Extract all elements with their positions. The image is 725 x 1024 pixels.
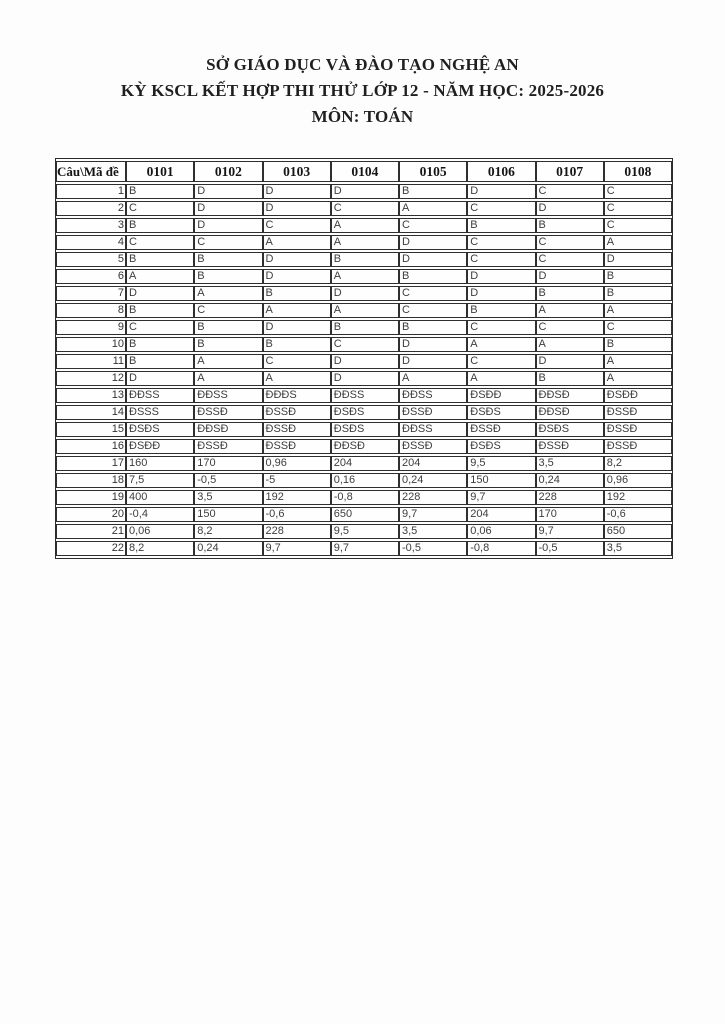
answer-cell: -0,8 (331, 490, 399, 505)
answer-cell: 150 (194, 507, 262, 522)
table-row (56, 456, 672, 471)
answer-cell: ĐĐSS (399, 422, 467, 437)
answer-cell: ĐSSĐ (536, 439, 604, 454)
answer-cell: 650 (331, 507, 399, 522)
question-number-cell: 10 (56, 337, 126, 352)
answer-cell: B (536, 286, 604, 301)
answer-cell: ĐSSĐ (399, 405, 467, 420)
answer-cell: D (331, 184, 399, 199)
answer-cell: ĐSĐS (331, 422, 399, 437)
answer-cell: D (467, 184, 535, 199)
answer-cell: D (126, 371, 194, 386)
question-number-cell: 6 (56, 269, 126, 284)
answer-cell: 228 (263, 524, 331, 539)
answer-cell: 204 (399, 456, 467, 471)
code-header-cell: 0106 (467, 161, 535, 182)
answer-cell: A (194, 286, 262, 301)
answer-cell: 0,96 (604, 473, 672, 488)
answer-cell: ĐSSĐ (194, 439, 262, 454)
answer-cell: ĐSĐĐ (467, 388, 535, 403)
answer-cell: 0,24 (399, 473, 467, 488)
answer-cell: -0,6 (604, 507, 672, 522)
answer-cell: A (331, 218, 399, 233)
table-row (56, 320, 672, 335)
header-row (56, 161, 672, 182)
table-row (56, 490, 672, 505)
table-row (56, 337, 672, 352)
answer-cell: 0,06 (467, 524, 535, 539)
answer-cell: ĐĐSS (399, 388, 467, 403)
answer-cell: D (263, 252, 331, 267)
question-number-cell: 1 (56, 184, 126, 199)
answer-cell: 9,7 (467, 490, 535, 505)
answer-cell: 160 (126, 456, 194, 471)
table-row (56, 303, 672, 318)
question-number-cell: 16 (56, 439, 126, 454)
department-title: SỞ GIÁO DỤC VÀ ĐÀO TẠO NGHỆ AN (206, 55, 519, 74)
answer-cell: B (331, 320, 399, 335)
question-number-cell: 7 (56, 286, 126, 301)
answer-cell: B (194, 320, 262, 335)
answer-cell: ĐĐSS (126, 388, 194, 403)
answer-cell: A (194, 371, 262, 386)
answer-cell: B (536, 371, 604, 386)
table-row (56, 252, 672, 267)
answer-cell: D (263, 320, 331, 335)
code-header-cell: 0108 (604, 161, 672, 182)
answer-cell: -0,5 (536, 541, 604, 556)
table-row (56, 507, 672, 522)
answer-cell: D (126, 286, 194, 301)
answer-cell: A (536, 303, 604, 318)
answer-cell: A (467, 371, 535, 386)
answer-cell: B (263, 286, 331, 301)
answer-cell: C (536, 235, 604, 250)
answer-cell: B (467, 218, 535, 233)
answer-cell: B (536, 218, 604, 233)
answer-cell: C (399, 303, 467, 318)
answer-cell: 192 (263, 490, 331, 505)
answer-cell: B (126, 354, 194, 369)
answer-cell: 9,5 (467, 456, 535, 471)
answer-cell: 150 (467, 473, 535, 488)
answer-cell: -0,5 (399, 541, 467, 556)
answer-cell: ĐSĐĐ (126, 439, 194, 454)
answer-cell: A (331, 235, 399, 250)
answer-cell: D (263, 201, 331, 216)
answer-cell: ĐĐĐS (263, 388, 331, 403)
question-number-cell: 4 (56, 235, 126, 250)
answer-cell: D (399, 235, 467, 250)
answer-cell: 400 (126, 490, 194, 505)
code-header-cell: 0101 (126, 161, 194, 182)
answer-cell: A (604, 354, 672, 369)
answer-cell: 0,06 (126, 524, 194, 539)
answer-cell: C (467, 201, 535, 216)
answer-cell: B (126, 218, 194, 233)
answer-cell: -0,5 (194, 473, 262, 488)
answer-cell: D (536, 354, 604, 369)
answer-cell: C (604, 320, 672, 335)
answer-cell: ĐSSĐ (399, 439, 467, 454)
answer-cell: C (604, 201, 672, 216)
answer-cell: ĐĐSĐ (536, 388, 604, 403)
subject-title: MÔN: TOÁN (311, 107, 414, 126)
answer-cell: 3,5 (536, 456, 604, 471)
answer-cell: D (263, 269, 331, 284)
code-header-cell: 0107 (536, 161, 604, 182)
answer-cell: B (126, 184, 194, 199)
table-row (56, 422, 672, 437)
question-number-cell: 11 (56, 354, 126, 369)
answer-cell: ĐSSĐ (467, 422, 535, 437)
code-header-cell: 0105 (399, 161, 467, 182)
answer-cell: B (604, 269, 672, 284)
answer-cell: A (604, 303, 672, 318)
answer-cell: -0,6 (263, 507, 331, 522)
answer-cell: A (263, 303, 331, 318)
answer-cell: C (331, 337, 399, 352)
answer-cell: 9,7 (263, 541, 331, 556)
answer-cell: 3,5 (604, 541, 672, 556)
code-header-cell: 0104 (331, 161, 399, 182)
answer-cell: B (126, 252, 194, 267)
answer-cell: C (467, 235, 535, 250)
answer-cell: B (194, 252, 262, 267)
table-row (56, 524, 672, 539)
answer-cell: 170 (536, 507, 604, 522)
answer-cell: ĐĐSS (331, 388, 399, 403)
answer-cell: B (604, 286, 672, 301)
answer-cell: C (467, 320, 535, 335)
answer-cell: D (263, 184, 331, 199)
answer-cell: D (467, 269, 535, 284)
answer-cell: C (536, 320, 604, 335)
answer-cell: A (331, 269, 399, 284)
table-row (56, 354, 672, 369)
answer-cell: 9,7 (536, 524, 604, 539)
answer-cell: D (399, 337, 467, 352)
question-number-cell: 19 (56, 490, 126, 505)
code-header-cell: 0103 (263, 161, 331, 182)
answer-cell: 0,24 (194, 541, 262, 556)
answer-cell: D (331, 371, 399, 386)
answer-cell: ĐSĐĐ (604, 388, 672, 403)
table-body (56, 184, 672, 556)
answer-cell: B (399, 320, 467, 335)
table-row (56, 473, 672, 488)
answer-cell: B (604, 337, 672, 352)
answer-cell: 9,7 (331, 541, 399, 556)
corner-header-cell: Câu\Mã đề (56, 161, 126, 182)
question-number-cell: 8 (56, 303, 126, 318)
document-header (0, 52, 725, 130)
answer-cell: A (604, 235, 672, 250)
answer-cell: ĐSĐS (536, 422, 604, 437)
answer-cell: A (604, 371, 672, 386)
table-row (56, 405, 672, 420)
answer-cell: 228 (536, 490, 604, 505)
answer-cell: 0,16 (331, 473, 399, 488)
answer-cell: B (399, 184, 467, 199)
answer-cell: D (194, 201, 262, 216)
answer-cell: ĐSSĐ (604, 405, 672, 420)
answer-cell: D (331, 354, 399, 369)
answer-cell: ĐSSĐ (263, 405, 331, 420)
question-number-cell: 2 (56, 201, 126, 216)
question-number-cell: 12 (56, 371, 126, 386)
answer-cell: ĐSSĐ (604, 422, 672, 437)
code-header-cell: 0102 (194, 161, 262, 182)
answer-cell: ĐSĐS (467, 439, 535, 454)
answer-cell: A (194, 354, 262, 369)
question-number-cell: 13 (56, 388, 126, 403)
exam-title: KỲ KSCL KẾT HỢP THI THỬ LỚP 12 - NĂM HỌC: 2025-2026 (120, 81, 605, 100)
question-number-cell: 14 (56, 405, 126, 420)
answer-cell: D (331, 286, 399, 301)
table-row (56, 286, 672, 301)
answer-cell: B (331, 252, 399, 267)
answer-cell: ĐĐSĐ (331, 439, 399, 454)
answer-cell: C (536, 184, 604, 199)
answer-cell: -0,8 (467, 541, 535, 556)
answer-cell: A (536, 337, 604, 352)
answer-cell: 204 (331, 456, 399, 471)
answer-cell: D (536, 269, 604, 284)
answer-cell: 650 (604, 524, 672, 539)
answer-cell: A (126, 269, 194, 284)
answer-cell: C (399, 286, 467, 301)
answer-cell: ĐSSĐ (263, 439, 331, 454)
answer-cell: D (194, 184, 262, 199)
table-row (56, 235, 672, 250)
table-row (56, 439, 672, 454)
answer-cell: 228 (399, 490, 467, 505)
answer-cell: 204 (467, 507, 535, 522)
answer-cell: 8,2 (126, 541, 194, 556)
question-number-cell: 15 (56, 422, 126, 437)
answer-cell: D (194, 218, 262, 233)
answer-cell: -5 (263, 473, 331, 488)
answer-cell: A (263, 235, 331, 250)
answer-cell: B (399, 269, 467, 284)
answer-cell: 9,7 (399, 507, 467, 522)
answer-cell: D (467, 286, 535, 301)
answer-cell: C (126, 320, 194, 335)
answer-cell: C (263, 218, 331, 233)
answer-cell: 0,24 (536, 473, 604, 488)
question-number-cell: 22 (56, 541, 126, 556)
answer-cell: C (604, 184, 672, 199)
table-row (56, 388, 672, 403)
answer-cell: A (331, 303, 399, 318)
question-number-cell: 3 (56, 218, 126, 233)
answer-cell: 3,5 (194, 490, 262, 505)
answer-cell: 8,2 (194, 524, 262, 539)
answer-cell: ĐĐSĐ (194, 422, 262, 437)
answer-cell: C (194, 235, 262, 250)
answer-cell: C (467, 252, 535, 267)
table-row (56, 371, 672, 386)
answer-cell: B (126, 303, 194, 318)
table-row (56, 541, 672, 556)
table-row (56, 269, 672, 284)
answer-cell: ĐSSĐ (263, 422, 331, 437)
answer-cell: C (604, 218, 672, 233)
answer-cell: A (399, 371, 467, 386)
answer-cell: C (126, 235, 194, 250)
answer-cell: C (194, 303, 262, 318)
answer-cell: ĐĐSĐ (536, 405, 604, 420)
answer-cell: ĐSĐS (331, 405, 399, 420)
answer-cell: C (126, 201, 194, 216)
answer-cell: C (467, 354, 535, 369)
answer-cell: ĐSSĐ (194, 405, 262, 420)
question-number-cell: 20 (56, 507, 126, 522)
answer-cell: C (536, 252, 604, 267)
answer-cell: 0,96 (263, 456, 331, 471)
answer-table (55, 158, 673, 559)
answer-cell: B (126, 337, 194, 352)
question-number-cell: 17 (56, 456, 126, 471)
answer-table-container (55, 158, 673, 559)
answer-cell: A (263, 371, 331, 386)
answer-cell: B (194, 269, 262, 284)
answer-cell: B (467, 303, 535, 318)
answer-cell: ĐĐSS (194, 388, 262, 403)
question-number-cell: 9 (56, 320, 126, 335)
answer-cell: D (399, 252, 467, 267)
answer-cell: ĐSĐS (126, 422, 194, 437)
table-row (56, 201, 672, 216)
answer-cell: D (604, 252, 672, 267)
answer-cell: D (399, 354, 467, 369)
answer-cell: ĐSSS (126, 405, 194, 420)
answer-cell: 170 (194, 456, 262, 471)
answer-cell: B (194, 337, 262, 352)
answer-cell: C (331, 201, 399, 216)
answer-cell: C (399, 218, 467, 233)
table-row (56, 218, 672, 233)
question-number-cell: 21 (56, 524, 126, 539)
question-number-cell: 18 (56, 473, 126, 488)
table-row (56, 184, 672, 199)
answer-cell: -0,4 (126, 507, 194, 522)
answer-cell: B (263, 337, 331, 352)
answer-cell: 8,2 (604, 456, 672, 471)
answer-cell: A (399, 201, 467, 216)
answer-cell: ĐSSĐ (604, 439, 672, 454)
answer-cell: 7,5 (126, 473, 194, 488)
answer-cell: 3,5 (399, 524, 467, 539)
answer-cell: 192 (604, 490, 672, 505)
answer-cell: A (467, 337, 535, 352)
answer-cell: C (263, 354, 331, 369)
answer-cell: 9,5 (331, 524, 399, 539)
question-number-cell: 5 (56, 252, 126, 267)
answer-cell: ĐSĐS (467, 405, 535, 420)
answer-cell: D (536, 201, 604, 216)
